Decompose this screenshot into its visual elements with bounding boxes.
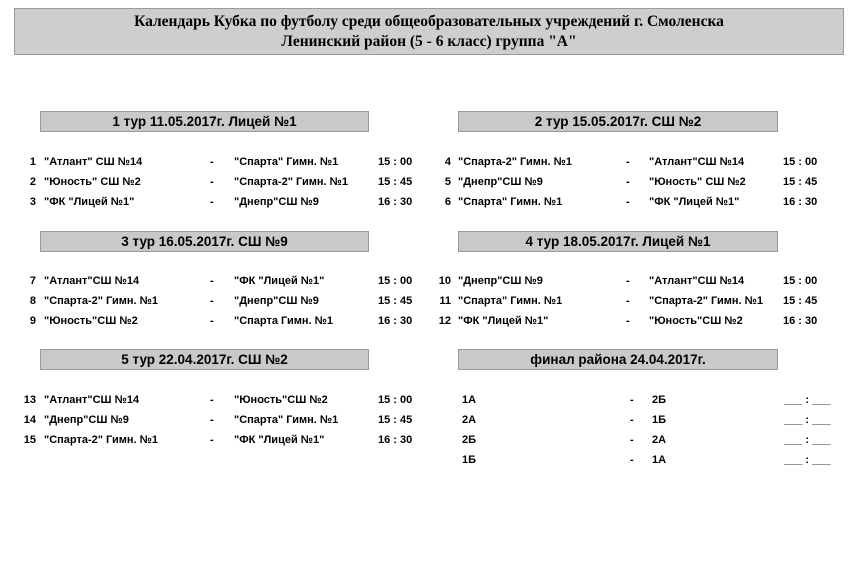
final-team-1: 2А <box>462 414 477 426</box>
match-row <box>22 173 432 191</box>
away-team: "Спарта-2" Гимн. №1 <box>234 176 349 188</box>
score-blank: ___ : ___ <box>784 434 831 446</box>
match-time: 15 : 45 <box>783 295 818 307</box>
away-team: "Спарта-2" Гимн. №1 <box>649 295 764 307</box>
match-time: 16 : 30 <box>378 196 413 208</box>
match-time: 15 : 00 <box>783 156 818 168</box>
away-team: "Спарта" Гимн. №1 <box>234 156 339 168</box>
home-team: "Атлант"СШ №14 <box>44 394 140 406</box>
match-time: 15 : 00 <box>378 156 413 168</box>
match-number: 3 <box>29 196 36 208</box>
away-team: "Юность"СШ №2 <box>649 315 743 327</box>
match-separator: - <box>210 275 214 287</box>
round-1-header: 1 тур 11.05.2017г. Лицей №1 <box>40 111 369 132</box>
home-team: "Спарта-2" Гимн. №1 <box>44 434 159 446</box>
match-row <box>22 272 432 290</box>
match-separator: - <box>626 275 630 287</box>
match-number: 8 <box>29 295 36 307</box>
document-title <box>14 8 844 55</box>
match-row <box>22 153 432 171</box>
match-time: 15 : 45 <box>783 176 818 188</box>
home-team: "Днепр"СШ №9 <box>458 176 543 188</box>
home-team: "ФК "Лицей №1" <box>44 196 135 208</box>
final-header: финал района 24.04.2017г. <box>458 349 778 370</box>
away-team: "Атлант"СШ №14 <box>649 275 745 287</box>
match-row <box>22 312 432 330</box>
final-team-2: 2Б <box>652 394 667 406</box>
match-row <box>22 431 432 449</box>
match-number: 12 <box>438 315 451 327</box>
away-team: "Юность"СШ №2 <box>234 394 328 406</box>
match-row <box>431 153 851 171</box>
match-time: 16 : 30 <box>783 315 818 327</box>
match-separator: - <box>630 434 634 446</box>
match-time: 16 : 30 <box>378 315 413 327</box>
match-number: 7 <box>29 275 36 287</box>
match-time: 15 : 00 <box>378 394 413 406</box>
match-row <box>431 193 851 211</box>
match-separator: - <box>626 295 630 307</box>
match-row <box>22 292 432 310</box>
round-3-header: 3 тур 16.05.2017г. СШ №9 <box>40 231 369 252</box>
away-team: "Спарта" Гимн. №1 <box>234 414 339 426</box>
title-line-2: Ленинский район (5 - 6 класс) группа "А" <box>281 33 577 50</box>
round-2-header: 2 тур 15.05.2017г. СШ №2 <box>458 111 778 132</box>
score-blank: ___ : ___ <box>784 414 831 426</box>
match-separator: - <box>626 196 630 208</box>
score-blank: ___ : ___ <box>784 394 831 406</box>
match-separator: - <box>626 156 630 168</box>
home-team: "Атлант" СШ №14 <box>44 156 143 168</box>
match-time: 15 : 45 <box>378 176 413 188</box>
match-separator: - <box>210 176 214 188</box>
match-number: 13 <box>23 394 36 406</box>
match-row <box>431 272 851 290</box>
match-separator: - <box>210 394 214 406</box>
match-number: 6 <box>444 196 451 208</box>
home-team: "Спарта-2" Гимн. №1 <box>44 295 159 307</box>
round-4-header: 4 тур 18.05.2017г. Лицей №1 <box>458 231 778 252</box>
home-team: "Юность" СШ №2 <box>44 176 141 188</box>
match-row <box>22 193 432 211</box>
match-separator: - <box>210 315 214 327</box>
match-separator: - <box>210 295 214 307</box>
match-separator: - <box>630 414 634 426</box>
match-number: 4 <box>444 156 451 168</box>
match-time: 16 : 30 <box>378 434 413 446</box>
match-separator: - <box>210 414 214 426</box>
away-team: "ФК "Лицей №1" <box>234 275 325 287</box>
final-match-row <box>462 451 848 469</box>
round-5-header: 5 тур 22.04.2017г. СШ №2 <box>40 349 369 370</box>
final-match-row <box>462 411 848 429</box>
match-time: 15 : 00 <box>378 275 413 287</box>
away-team: "Спарта Гимн. №1 <box>234 315 334 327</box>
match-separator: - <box>210 156 214 168</box>
match-row <box>431 173 851 191</box>
match-time: 15 : 45 <box>378 414 413 426</box>
title-line-1: Календарь Кубка по футболу среди общеобразовательных учреждений г. Смоленска <box>134 13 724 30</box>
match-number: 5 <box>444 176 451 188</box>
home-team: "Спарта" Гимн. №1 <box>458 196 563 208</box>
home-team: "Юность"СШ №2 <box>44 315 138 327</box>
final-team-1: 1А <box>462 394 477 406</box>
match-separator: - <box>630 394 634 406</box>
match-separator: - <box>626 315 630 327</box>
match-number: 14 <box>23 414 36 426</box>
match-row <box>431 292 851 310</box>
away-team: "Днепр"СШ №9 <box>234 196 319 208</box>
final-team-2: 1Б <box>652 414 667 426</box>
match-row <box>22 411 432 429</box>
home-team: "Спарта" Гимн. №1 <box>458 295 563 307</box>
home-team: "ФК "Лицей №1" <box>458 315 549 327</box>
match-number: 15 <box>23 434 36 446</box>
home-team: "Днепр"СШ №9 <box>44 414 129 426</box>
match-number: 11 <box>439 295 451 307</box>
match-row <box>431 312 851 330</box>
final-team-2: 2А <box>652 434 667 446</box>
away-team: "Днепр"СШ №9 <box>234 295 319 307</box>
match-time: 15 : 00 <box>783 275 818 287</box>
away-team: "ФК "Лицей №1" <box>234 434 325 446</box>
final-team-2: 1А <box>652 454 667 466</box>
match-separator: - <box>626 176 630 188</box>
home-team: "Спарта-2" Гимн. №1 <box>458 156 573 168</box>
away-team: "ФК "Лицей №1" <box>649 196 740 208</box>
match-separator: - <box>630 454 634 466</box>
home-team: "Атлант"СШ №14 <box>44 275 140 287</box>
match-time: 15 : 45 <box>378 295 413 307</box>
final-team-1: 2Б <box>462 434 477 446</box>
match-number: 2 <box>29 176 36 188</box>
away-team: "Юность" СШ №2 <box>649 176 746 188</box>
match-separator: - <box>210 196 214 208</box>
match-time: 16 : 30 <box>783 196 818 208</box>
match-separator: - <box>210 434 214 446</box>
final-team-1: 1Б <box>462 454 477 466</box>
match-number: 1 <box>29 156 36 168</box>
final-match-row <box>462 391 848 409</box>
away-team: "Атлант"СШ №14 <box>649 156 745 168</box>
match-row <box>22 391 432 409</box>
match-number: 10 <box>438 275 451 287</box>
match-number: 9 <box>29 315 36 327</box>
score-blank: ___ : ___ <box>784 454 831 466</box>
final-match-row <box>462 431 848 449</box>
home-team: "Днепр"СШ №9 <box>458 275 543 287</box>
